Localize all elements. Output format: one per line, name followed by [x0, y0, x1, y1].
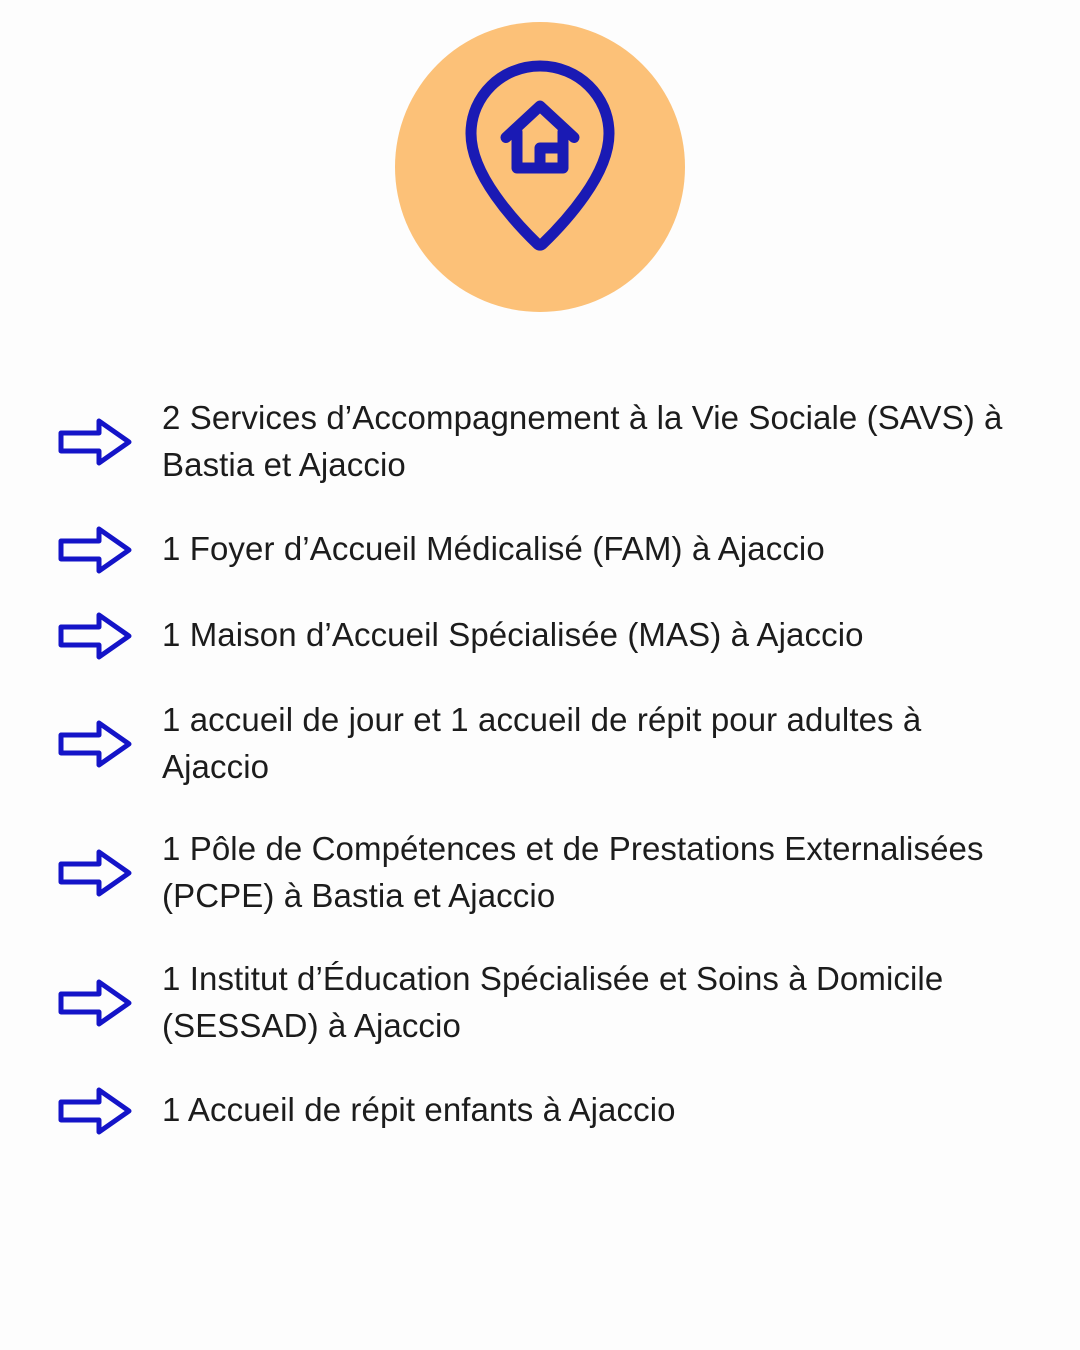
list-item-text: 1 Maison d’Accueil Spécialisée (MAS) à Ajaccio: [162, 616, 864, 654]
list-item-text: 1 Foyer d’Accueil Médicalisé (FAM) à Ajaccio: [162, 530, 825, 568]
list-item: [50, 525, 1020, 575]
arrow-right-outline-icon: [50, 719, 140, 769]
list-item-text: 2 Services d’Accompagnement à la Vie Sociale (SAVS) à Bastia et Ajaccio: [162, 399, 1003, 483]
header-badge: [0, 22, 1080, 312]
badge-circle: [395, 22, 685, 312]
list-item-text: 1 Institut d’Éducation Spécialisée et Soins à Domicile (SESSAD) à Ajaccio: [162, 960, 944, 1045]
list-item: [50, 611, 1020, 661]
list-item-text: 1 accueil de jour et 1 accueil de répit pour adultes à Ajaccio: [162, 700, 922, 785]
home-location-pin-icon: [465, 60, 615, 275]
list-item: [50, 697, 1020, 791]
arrow-right-outline-icon: [50, 978, 140, 1028]
list-item-text: 1 Pôle de Compétences et de Prestations Externalisées (PCPE) à Bastia et Ajaccio: [162, 830, 984, 915]
arrow-right-outline-icon: [50, 417, 140, 467]
list-item: [50, 395, 1020, 489]
arrow-right-outline-icon: [50, 1086, 140, 1136]
list-item: [50, 826, 1020, 920]
list-item-text: 1 Accueil de répit enfants à Ajaccio: [162, 1091, 676, 1129]
arrow-right-outline-icon: [50, 611, 140, 661]
list-item: [50, 1086, 1020, 1136]
list-item: [50, 956, 1020, 1050]
services-list: [0, 395, 1080, 1136]
arrow-right-outline-icon: [50, 525, 140, 575]
arrow-right-outline-icon: [50, 848, 140, 898]
